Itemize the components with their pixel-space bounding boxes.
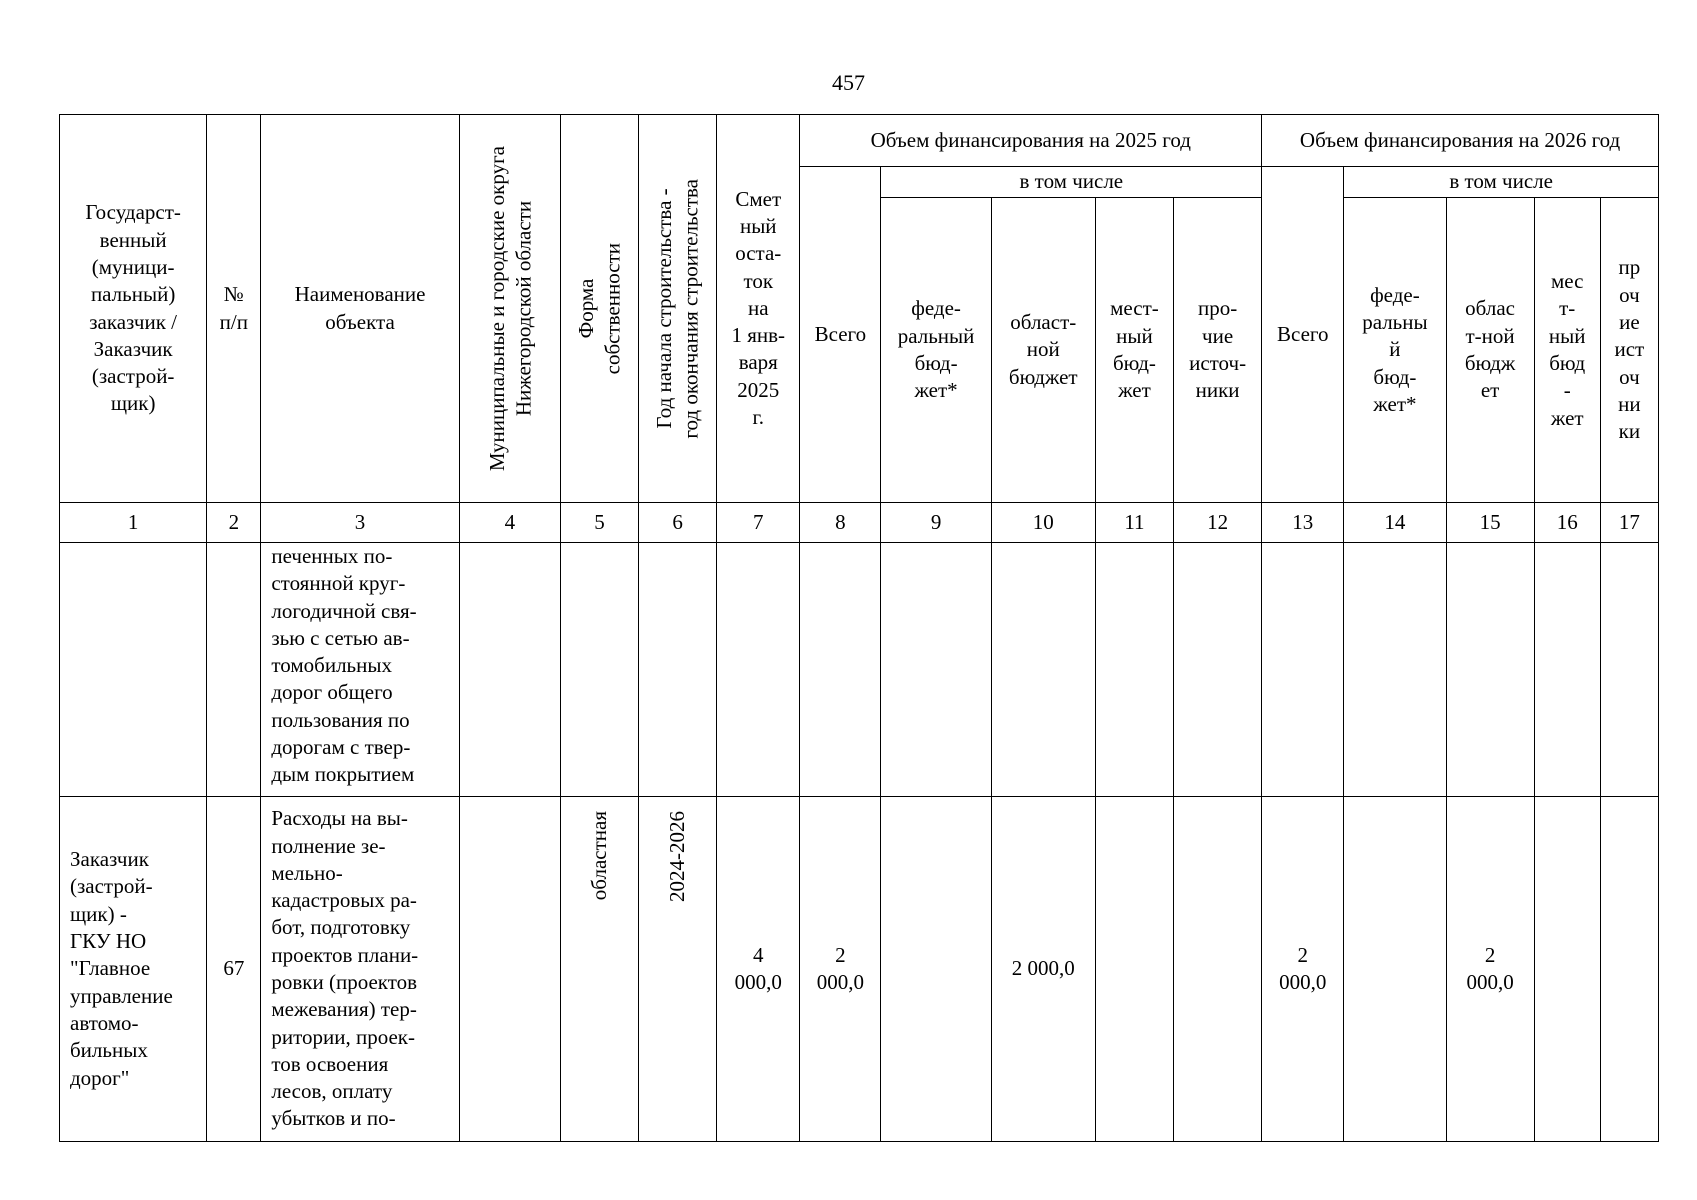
cell-other-2025: [1174, 797, 1262, 1142]
header-local-2025: мест- ный бюд- жет: [1095, 198, 1173, 503]
col-number: 17: [1600, 503, 1658, 543]
cell-number: 67: [207, 797, 261, 1142]
cell-years: [639, 797, 717, 1142]
cell-ownership-text: областная: [586, 811, 611, 901]
header-total-2025: Всего: [800, 167, 881, 503]
col-number: 6: [639, 503, 717, 543]
col-number: 3: [261, 503, 459, 543]
financing-table: [59, 114, 1659, 1142]
cell-other-2025: [1174, 543, 1262, 797]
cell-local-2026: [1534, 543, 1600, 797]
cell-total-2025: 2 000,0: [800, 797, 881, 1142]
column-number-row: [60, 503, 1659, 543]
header-estimate-balance: Смет ный оста- ток на 1 янв- варя 2025 г.: [717, 115, 800, 503]
col-number: 10: [991, 503, 1095, 543]
cell-federal-2026: [1344, 797, 1446, 1142]
col-number: 16: [1534, 503, 1600, 543]
header-regional-2026: облас т-ной бюдж ет: [1446, 198, 1534, 503]
cell-total-2026: [1262, 543, 1344, 797]
cell-federal-2026: [1344, 543, 1446, 797]
header-number: № п/п: [207, 115, 261, 503]
cell-ownership: [560, 543, 638, 797]
cell-local-2026: [1534, 797, 1600, 1142]
header-ownership-text: Форма собственности: [574, 242, 625, 375]
cell-municipality: [459, 543, 560, 797]
cell-other-2026: [1600, 797, 1658, 1142]
cell-object-name: Расходы на вы- полнение зе- мельно- кадастровых ра- бот, подготовку проектов плани- ровки (проектов межевания) тер- ритории, проек- тов освоения лесов, оплату убытков и по-: [261, 797, 459, 1142]
cell-regional-2025: [991, 543, 1095, 797]
header-customer: Государст- венный (муници- пальный) заказчик / Заказчик (застрой- щик): [60, 115, 207, 503]
cell-customer: [60, 543, 207, 797]
cell-federal-2025: [881, 543, 991, 797]
cell-regional-2025: 2 000,0: [991, 797, 1095, 1142]
header-federal-2025: феде- ральный бюд- жет*: [881, 198, 991, 503]
cell-other-2026: [1600, 543, 1658, 797]
col-number: 2: [207, 503, 261, 543]
table-row: [60, 797, 1659, 1142]
cell-estimate: [717, 543, 800, 797]
cell-regional-2026: 2 000,0: [1446, 797, 1534, 1142]
col-number: 1: [60, 503, 207, 543]
cell-object-name: печенных по- стоянной круг- логодичной свя- зью с сетью ав- томобильных дорог общего пользования по дорогам с твер- дым покрытием: [261, 543, 459, 797]
cell-years: [639, 543, 717, 797]
header-years: [639, 115, 717, 503]
header-financing-2026: Объем финансирования на 2026 год: [1262, 115, 1659, 167]
cell-local-2025: [1095, 797, 1173, 1142]
header-local-2026: мес т- ный бюд - жет: [1534, 198, 1600, 503]
col-number: 5: [560, 503, 638, 543]
header-ownership: [560, 115, 638, 503]
cell-local-2025: [1095, 543, 1173, 797]
cell-customer: Заказчик (застрой- щик) - ГКУ НО "Главное управление автомо- бильных дорог": [60, 797, 207, 1142]
cell-ownership: [560, 797, 638, 1142]
header-including-2026: в том числе: [1344, 167, 1659, 198]
header-other-2026: пр оч ие ист оч ни ки: [1600, 198, 1658, 503]
col-number: 14: [1344, 503, 1446, 543]
cell-municipality: [459, 797, 560, 1142]
header-financing-2025: Объем финансирования на 2025 год: [800, 115, 1262, 167]
col-number: 7: [717, 503, 800, 543]
header-other-2025: про- чие источ- ники: [1174, 198, 1262, 503]
header-municipalities: [459, 115, 560, 503]
cell-federal-2025: [881, 797, 991, 1142]
header-federal-2026: феде- ральны й бюд- жет*: [1344, 198, 1446, 503]
header-total-2026: Всего: [1262, 167, 1344, 503]
cell-estimate: 4 000,0: [717, 797, 800, 1142]
header-including-2025: в том числе: [881, 167, 1262, 198]
col-number: 4: [459, 503, 560, 543]
header-municipalities-text: Муниципальные и городские округа Нижегородской области: [484, 145, 535, 472]
cell-total-2026: 2 000,0: [1262, 797, 1344, 1142]
col-number: 13: [1262, 503, 1344, 543]
header-object-name: Наименование объекта: [261, 115, 459, 503]
table-row: [60, 543, 1659, 797]
col-number: 15: [1446, 503, 1534, 543]
col-number: 12: [1174, 503, 1262, 543]
header-regional-2025: област- ной бюджет: [991, 198, 1095, 503]
col-number: 8: [800, 503, 881, 543]
cell-number: [207, 543, 261, 797]
page-number: 457: [832, 70, 865, 95]
cell-regional-2026: [1446, 543, 1534, 797]
cell-total-2025: [800, 543, 881, 797]
header-years-text: Год начала строительства - год окончания строительства: [652, 178, 703, 439]
col-number: 11: [1095, 503, 1173, 543]
col-number: 9: [881, 503, 991, 543]
cell-years-text: 2024-2026: [664, 811, 689, 902]
